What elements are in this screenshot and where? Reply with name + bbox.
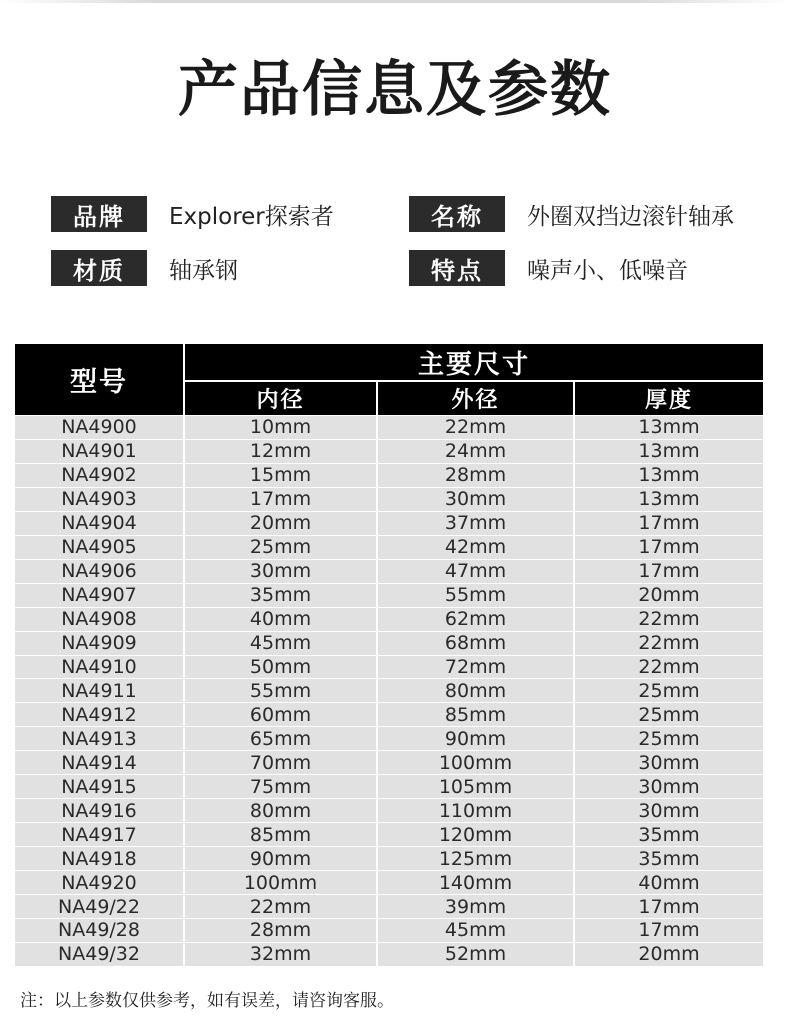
cell-thickness: 13mm [638, 440, 700, 463]
cell-inner-diameter: 32mm [185, 943, 378, 966]
cell-thickness: 17mm [638, 536, 700, 559]
info-row-brand [51, 196, 334, 232]
cell-inner-diameter: 80mm [185, 799, 378, 822]
table-row [15, 583, 763, 607]
table-row [15, 631, 763, 655]
cell-outer-diameter: 30mm [378, 488, 575, 511]
cell-inner-diameter: 15mm [185, 464, 378, 487]
cell-inner-diameter: 50mm [185, 656, 378, 679]
cell-model: NA49/32 [15, 943, 185, 966]
spec-table [15, 344, 763, 966]
cell-outer-diameter: 100mm [378, 751, 575, 774]
cell-model: NA49/22 [15, 895, 185, 918]
table-row [15, 702, 763, 726]
cell-outer-diameter: 140mm [378, 871, 575, 894]
cell-model: NA4918 [15, 847, 185, 870]
cell-inner-diameter: 40mm [185, 608, 378, 631]
cell-outer-diameter: 45mm [378, 919, 575, 942]
cell-model: NA4917 [15, 823, 185, 846]
table-body [15, 415, 763, 966]
cell-model: NA4905 [15, 536, 185, 559]
cell-model: NA4916 [15, 799, 185, 822]
material-label: 材质 [51, 250, 147, 286]
table-row [15, 870, 763, 894]
cell-inner-diameter: 70mm [185, 751, 378, 774]
brand-value: Explorer探索者 [169, 203, 334, 230]
cell-thickness: 40mm [638, 871, 700, 894]
cell-thickness: 22mm [638, 632, 700, 655]
table-row [15, 463, 763, 487]
table-row [15, 655, 763, 679]
info-row-material [51, 250, 238, 286]
cell-thickness: 13mm [638, 416, 700, 439]
cell-outer-diameter: 62mm [378, 608, 575, 631]
cell-thickness: 25mm [638, 703, 700, 726]
cell-outer-diameter: 110mm [378, 799, 575, 822]
header-inner-diameter: 内径 [185, 382, 376, 415]
table-row [15, 511, 763, 535]
cell-model: NA4915 [15, 775, 185, 798]
cell-model: NA49/28 [15, 919, 185, 942]
table-row [15, 774, 763, 798]
cell-thickness: 25mm [638, 727, 700, 750]
table-row [15, 846, 763, 870]
cell-outer-diameter: 28mm [378, 464, 575, 487]
cell-inner-diameter: 12mm [185, 440, 378, 463]
header-model: 型号 [15, 344, 183, 415]
cell-thickness: 35mm [638, 823, 700, 846]
header-outer-diameter: 外径 [378, 382, 573, 415]
table-row [15, 798, 763, 822]
cell-outer-diameter: 37mm [378, 512, 575, 535]
cell-inner-diameter: 60mm [185, 703, 378, 726]
cell-model: NA4912 [15, 703, 185, 726]
cell-thickness: 35mm [638, 847, 700, 870]
cell-thickness: 30mm [638, 751, 700, 774]
footnote: 注：以上参数仅供参考，如有误差，请咨询客服。 [20, 991, 394, 1011]
table-row [15, 559, 763, 583]
cell-model: NA4902 [15, 464, 185, 487]
cell-thickness: 22mm [638, 608, 700, 631]
feature-value: 噪声小、低噪音 [527, 257, 688, 284]
cell-model: NA4910 [15, 656, 185, 679]
table-row [15, 439, 763, 463]
cell-outer-diameter: 39mm [378, 895, 575, 918]
cell-thickness: 30mm [638, 775, 700, 798]
cell-outer-diameter: 120mm [378, 823, 575, 846]
cell-inner-diameter: 25mm [185, 536, 378, 559]
cell-model: NA4913 [15, 727, 185, 750]
table-row [15, 750, 763, 774]
cell-inner-diameter: 100mm [185, 871, 378, 894]
cell-thickness: 20mm [638, 584, 700, 607]
cell-inner-diameter: 90mm [185, 847, 378, 870]
table-row [15, 942, 763, 966]
cell-outer-diameter: 80mm [378, 679, 575, 702]
cell-inner-diameter: 22mm [185, 895, 378, 918]
cell-inner-diameter: 75mm [185, 775, 378, 798]
table-row [15, 726, 763, 750]
cell-inner-diameter: 30mm [185, 560, 378, 583]
cell-inner-diameter: 28mm [185, 919, 378, 942]
cell-outer-diameter: 42mm [378, 536, 575, 559]
cell-inner-diameter: 85mm [185, 823, 378, 846]
header-thickness: 厚度 [575, 382, 763, 415]
cell-model: NA4903 [15, 488, 185, 511]
cell-thickness: 25mm [638, 679, 700, 702]
cell-thickness: 17mm [638, 919, 700, 942]
cell-inner-diameter: 20mm [185, 512, 378, 535]
cell-inner-diameter: 35mm [185, 584, 378, 607]
cell-outer-diameter: 22mm [378, 416, 575, 439]
cell-thickness: 20mm [638, 943, 700, 966]
cell-outer-diameter: 47mm [378, 560, 575, 583]
cell-outer-diameter: 72mm [378, 656, 575, 679]
cell-outer-diameter: 90mm [378, 727, 575, 750]
table-row [15, 487, 763, 511]
table-row [15, 607, 763, 631]
cell-model: NA4906 [15, 560, 185, 583]
cell-thickness: 17mm [638, 895, 700, 918]
cell-model: NA4907 [15, 584, 185, 607]
top-divider [0, 0, 790, 3]
cell-model: NA4904 [15, 512, 185, 535]
cell-outer-diameter: 68mm [378, 632, 575, 655]
header-main-dimensions: 主要尺寸 [185, 344, 763, 380]
cell-model: NA4901 [15, 440, 185, 463]
cell-outer-diameter: 85mm [378, 703, 575, 726]
cell-model: NA4914 [15, 751, 185, 774]
cell-inner-diameter: 55mm [185, 679, 378, 702]
cell-outer-diameter: 24mm [378, 440, 575, 463]
table-row [15, 678, 763, 702]
table-row [15, 535, 763, 559]
page-title: 产品信息及参数 [178, 55, 612, 125]
cell-thickness: 30mm [638, 799, 700, 822]
cell-model: NA4909 [15, 632, 185, 655]
table-row [15, 822, 763, 846]
material-value: 轴承钢 [169, 257, 238, 284]
table-row [15, 415, 763, 439]
cell-thickness: 17mm [638, 512, 700, 535]
table-row [15, 894, 763, 918]
table-row [15, 918, 763, 942]
cell-inner-diameter: 65mm [185, 727, 378, 750]
cell-inner-diameter: 45mm [185, 632, 378, 655]
cell-thickness: 17mm [638, 560, 700, 583]
brand-label: 品牌 [51, 196, 147, 232]
name-value: 外圈双挡边滚针轴承 [527, 203, 734, 230]
cell-outer-diameter: 105mm [378, 775, 575, 798]
cell-outer-diameter: 55mm [378, 584, 575, 607]
cell-outer-diameter: 52mm [378, 943, 575, 966]
cell-model: NA4920 [15, 871, 185, 894]
cell-thickness: 13mm [638, 488, 700, 511]
cell-outer-diameter: 125mm [378, 847, 575, 870]
cell-thickness: 22mm [638, 656, 700, 678]
info-row-feature [409, 250, 688, 286]
name-label: 名称 [409, 196, 505, 232]
feature-label: 特点 [409, 250, 505, 286]
cell-model: NA4900 [15, 416, 185, 439]
cell-thickness: 13mm [638, 464, 700, 487]
cell-model: NA4908 [15, 608, 185, 631]
cell-inner-diameter: 17mm [185, 488, 378, 511]
cell-inner-diameter: 10mm [185, 416, 378, 439]
info-row-name [409, 196, 734, 232]
cell-model: NA4911 [15, 679, 185, 702]
